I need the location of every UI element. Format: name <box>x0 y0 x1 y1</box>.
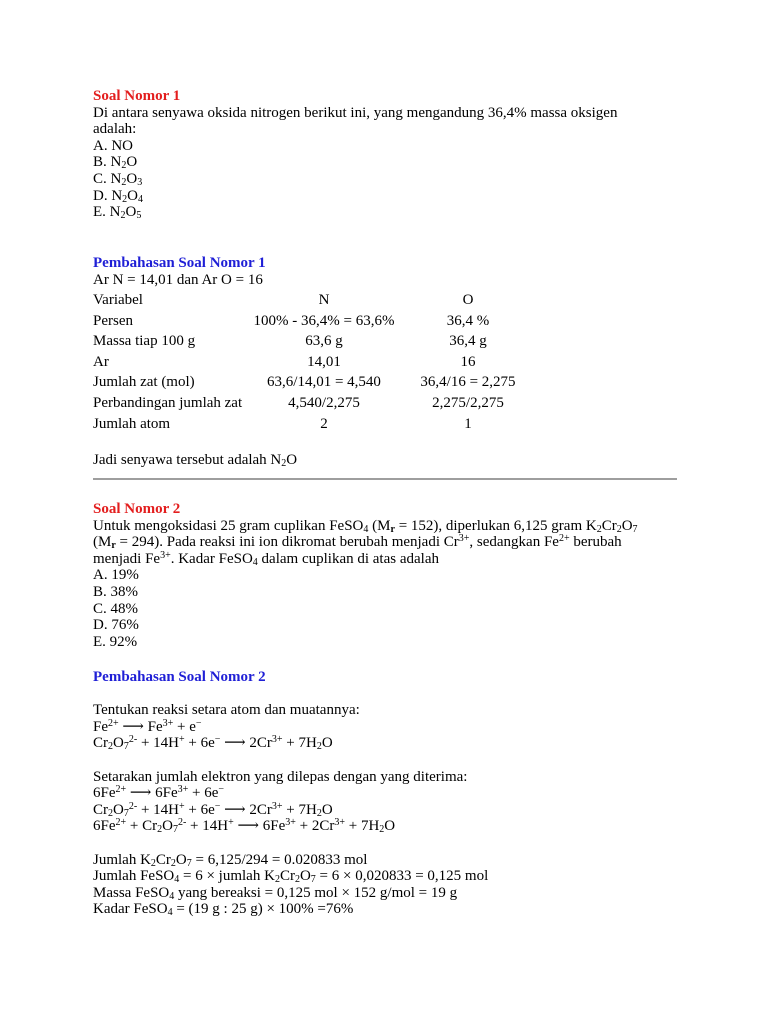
table-cell: 36,4 % <box>446 312 490 329</box>
table-row <box>93 414 535 435</box>
answer-1 <box>93 255 693 288</box>
conclusion-subscript: 2 <box>281 458 287 469</box>
table-cell: 16 <box>460 353 476 370</box>
table-cell: Persen <box>93 312 133 329</box>
question-1-text-line-2: adalah: <box>93 121 137 138</box>
mole-ratio-table <box>93 290 535 434</box>
option-e: E. 92% <box>93 633 138 650</box>
table-cell: Ar <box>93 353 109 370</box>
option-a: A. 19% <box>93 567 139 584</box>
balanced-fe: $6Fe^{2+}$ ⟶ $6Fe^{3+} + 6e^-$ <box>93 784 225 802</box>
table-cell: 1 <box>464 415 472 432</box>
calc-mol-feso4: Jumlah FeSO$_4$ = 6 × jumlah $K_2Cr_2O_7 = 6 \times 0,020833 = 0,125$ mol <box>93 868 489 886</box>
table-cell: 2 <box>320 415 328 432</box>
option-b: B. 38% <box>93 583 138 600</box>
table-cell: 63,6/14,01 = 4,540 <box>267 374 381 391</box>
table-header-cell: N <box>318 292 330 308</box>
answer-1-heading: Pembahasan Soal Nomor 1 <box>93 255 266 271</box>
table-row <box>93 393 535 414</box>
option-e: E. $N_2O_5$ <box>93 204 142 222</box>
table-row <box>93 372 535 393</box>
option-a: A. NO <box>93 137 133 154</box>
section-divider <box>93 478 677 480</box>
question-2-heading: Soal Nomor 2 <box>93 501 181 517</box>
half-reaction-cr: $Cr_2O_7^{2-} + 14H^+ + 6e^-$ ⟶ $2Cr^{3+} + 7H_2O$ <box>93 734 333 753</box>
table-cell: 14,01 <box>307 353 341 370</box>
table-cell: Massa tiap 100 g <box>93 333 196 350</box>
overall-reaction: $6Fe^{2+} + Cr_2O_7^{2-} + 14H^+$ ⟶ $6Fe^{3+} + 2Cr^{3+} + 7H_2O$ <box>93 817 396 836</box>
table-cell: 36,4/16 = 2,275 <box>420 374 516 391</box>
table-header-row <box>93 290 535 311</box>
half-reaction-fe: $Fe^{2+}$ ⟶ $Fe^{3+} + e^-$ <box>93 717 202 735</box>
calc-mol-dichromate: Jumlah $K_2Cr_2O_7 = 6,125/294 = 0.020833$ mol <box>93 851 368 869</box>
table-cell: 100% - 36,4% = 63,6% <box>253 312 395 329</box>
answer-2-intro-2: Setarakan jumlah elektron yang dilepas dengan yang diterima: <box>93 768 468 785</box>
table-cell: 4,540/2,275 <box>288 394 360 411</box>
answer-2-intro-1: Tentukan reaksi setara atom dan muatannya: <box>93 702 360 719</box>
question-1-heading: Soal Nomor 1 <box>93 88 181 104</box>
option-d: D. $N_2O_4$ <box>93 187 144 205</box>
question-1-text-line-1: Di antara senyawa oksida nitrogen berikut ini, yang mengandung 36,4% massa oksigen <box>93 104 618 121</box>
answer-1-conclusion <box>93 452 693 469</box>
table-cell: 2,275/2,275 <box>432 394 504 411</box>
calc-mass-feso4: Massa FeSO$_4$ yang bereaksi = 0,125 mol × 152 g/mol = 19 g <box>93 884 458 902</box>
question-2-text-line-2: $(M_r = 294)$. Pada reaksi ini ion dikromat berubah menjadi $Cr^{3+}$, sedangkan $Fe^{2+}$ berubah <box>93 533 622 552</box>
conclusion-text: Jadi senyawa tersebut adalah N <box>93 452 282 468</box>
option-b: B. $N_2O$ <box>93 154 138 172</box>
table-header-cell: O <box>462 292 474 308</box>
table-cell: 63,6 g <box>305 333 343 350</box>
table-row <box>93 352 535 373</box>
option-c: C. $N_2O_3$ <box>93 170 143 188</box>
question-2-text-line-1: Untuk mengoksidasi 25 gram cuplikan FeSO$_4$ $(M_r = 152)$, diperlukan 6,125 gram $K_2Cr_2O_7$ <box>93 517 638 535</box>
conclusion-suffix: O <box>286 452 298 468</box>
calc-percent-feso4: Kadar FeSO$_4$ = (19 g : 25 g) × 100% =76% <box>93 901 354 919</box>
table-header-cell: Variabel <box>93 292 143 308</box>
question-2-text-line-3: menjadi $Fe^{3+}$. Kadar FeSO$_4$ dalam cuplikan di atas adalah <box>93 549 439 568</box>
answer-1-given: Ar N = 14,01 dan Ar O = 16 <box>93 271 263 288</box>
question-2 <box>93 501 693 650</box>
table-cell: 36,4 g <box>449 333 487 350</box>
balanced-cr: $Cr_2O_7^{2-} + 14H^+ + 6e^-$ ⟶ $2Cr^{3+} + 7H_2O$ <box>93 800 333 819</box>
option-c: C. 48% <box>93 600 138 617</box>
question-1 <box>93 88 693 221</box>
table-cell: Jumlah atom <box>93 415 171 432</box>
table-row <box>93 331 535 352</box>
table-row <box>93 311 535 332</box>
table-cell: Jumlah zat (mol) <box>93 374 195 391</box>
table-cell: Perbandingan jumlah zat <box>93 394 243 411</box>
option-d: D. 76% <box>93 617 139 634</box>
answer-2-heading: Pembahasan Soal Nomor 2 <box>93 669 266 685</box>
answer-2 <box>93 669 693 918</box>
